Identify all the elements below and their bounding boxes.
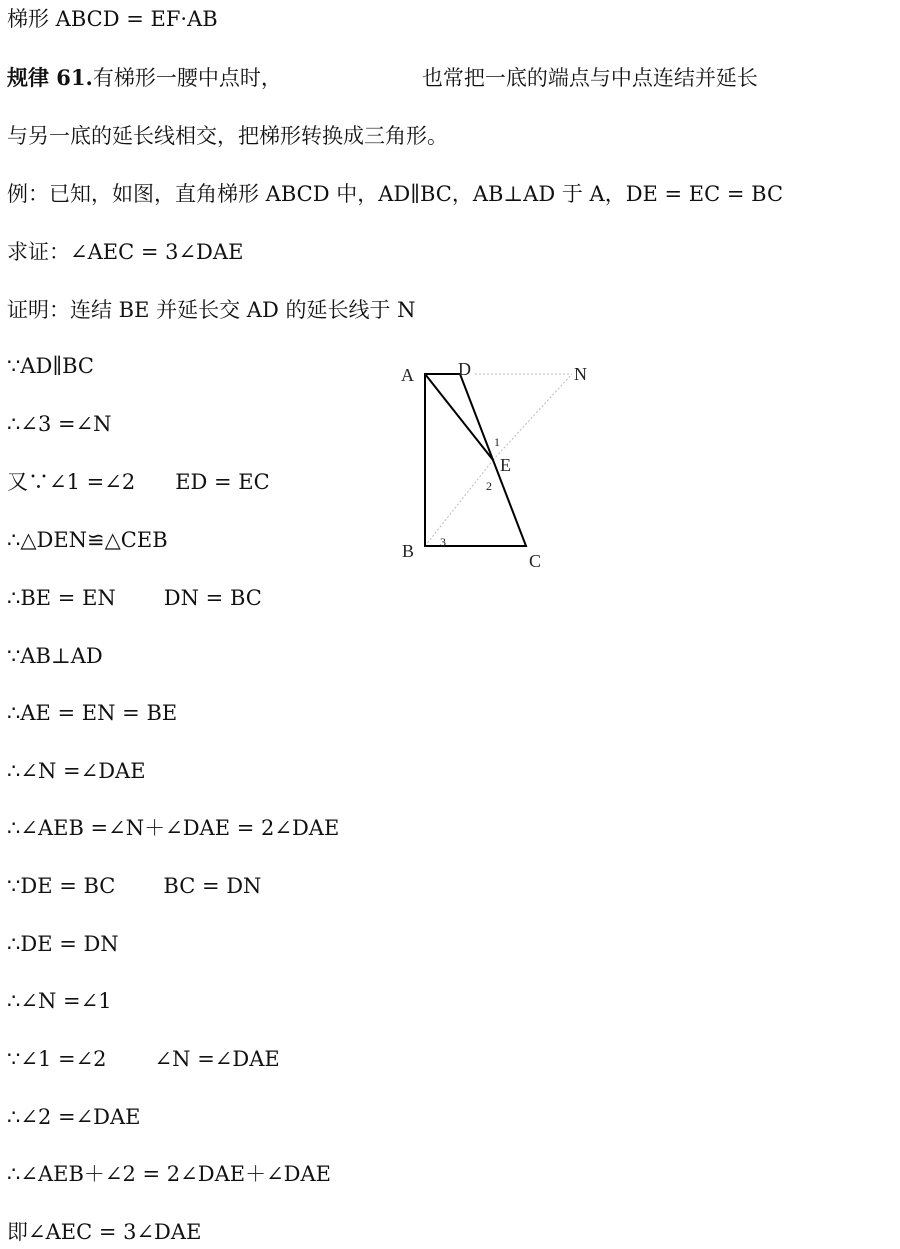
proof-step: ∵AB⊥AD: [7, 644, 103, 668]
angle-label-3: 3: [440, 535, 446, 549]
angle-label-1: 1: [494, 435, 500, 449]
vertex-label-A: A: [401, 365, 414, 385]
proof-step: ∴DE = DN: [7, 932, 119, 956]
vertex-label-B: B: [402, 541, 415, 561]
text-line: 与另一底的延长线相交，把梯形转换成三角形。: [7, 124, 448, 148]
proof-step-part: ∵DE = BC: [7, 874, 116, 898]
angle-label-2: 2: [486, 479, 492, 493]
conclusion: 即∠AEC = 3∠DAE: [7, 1220, 202, 1244]
proof-step: ∴△DEN≌△CEB: [7, 528, 168, 552]
proof-step: ∴∠AEB＋∠2 = 2∠DAE＋∠DAE: [7, 1162, 332, 1186]
segment-BE: [425, 460, 493, 546]
vertex-label-N: N: [574, 364, 587, 384]
proof-step: ∴AE = EN = BE: [7, 701, 178, 725]
text-line: 梯形 ABCD = EF·AB: [7, 7, 218, 31]
proof-intro: 证明：连结 BE 并延长交 AD 的延长线于 N: [7, 298, 416, 322]
proof-step-part: 又∵∠1 =∠2: [7, 470, 136, 494]
segment-AE: [425, 374, 493, 460]
extension-line-EN: [493, 374, 572, 460]
prove-statement: 求证：∠AEC = 3∠DAE: [7, 240, 244, 264]
proof-step-part: DN = BC: [163, 586, 262, 610]
proof-step-part: ∵∠1 =∠2: [7, 1047, 107, 1071]
proof-step: ∴∠N =∠DAE: [7, 759, 146, 783]
proof-step: ∵AD∥BC: [7, 354, 94, 378]
rule-text-part-b: 也常把一底的端点与中点连结并延长: [421, 66, 758, 90]
proof-step-part: ∴BE = EN: [7, 586, 116, 610]
example-statement: 例：已知，如图，直角梯形 ABCD 中，AD∥BC，AB⊥AD 于 A，DE = EC = BC: [7, 182, 784, 206]
rule-heading: 规律 61.: [7, 65, 93, 90]
proof-step-part: ED = EC: [175, 470, 270, 494]
proof-step-part: BC = DN: [163, 874, 262, 898]
vertex-label-C: C: [529, 551, 542, 571]
vertex-label-E: E: [500, 455, 511, 475]
vertex-label-D: D: [458, 359, 471, 379]
proof-step: ∴∠N =∠1: [7, 989, 112, 1013]
proof-step-part: ∠N =∠DAE: [154, 1047, 280, 1071]
proof-step: ∴∠AEB =∠N＋∠DAE = 2∠DAE: [7, 816, 340, 840]
proof-step: ∴∠2 =∠DAE: [7, 1105, 141, 1129]
rule-text-part-a: 有梯形一腰中点时，: [92, 66, 282, 90]
proof-step: ∴∠3 =∠N: [7, 412, 112, 436]
